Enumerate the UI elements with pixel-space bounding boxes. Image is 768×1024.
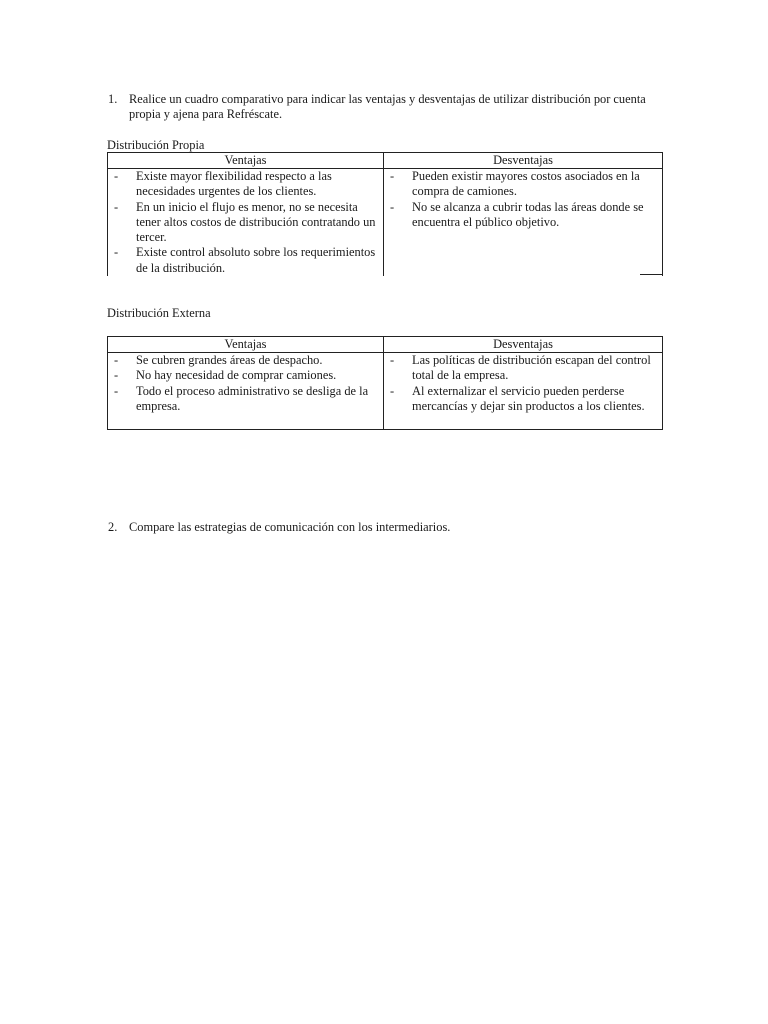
item-text: Al externalizar el servicio pueden perderse mercancías y dejar sin productos a los clientes.	[412, 383, 645, 413]
table-header-row	[108, 153, 663, 169]
item-text: No se alcanza a cubrir todas las áreas donde se encuentra el público objetivo.	[412, 199, 644, 229]
ventajas-cell	[108, 169, 384, 277]
header-ventajas: Ventajas	[108, 337, 384, 353]
question-number: 1.	[108, 92, 118, 106]
bullet-dash: -	[390, 169, 395, 183]
list-item	[108, 368, 383, 383]
bullet-dash: -	[114, 245, 119, 260]
item-text: Existe mayor flexibilidad respecto a las necesidades urgentes de los clientes.	[136, 169, 332, 199]
ventajas-list	[108, 169, 383, 276]
list-item	[108, 353, 383, 368]
question-number: 2.	[108, 520, 118, 534]
list-item	[384, 353, 662, 384]
header-desventajas: Desventajas	[384, 153, 663, 169]
item-text: Existe control absoluto sobre los requerimientos de la distribución.	[136, 245, 376, 275]
question-2	[108, 520, 648, 535]
ventajas-list	[108, 353, 383, 414]
table-header-row	[108, 337, 663, 353]
table-propia	[107, 152, 663, 276]
header-desventajas: Desventajas	[384, 337, 663, 353]
list-item	[108, 245, 383, 276]
item-text: En un inicio el flujo es menor, no se necesita tener altos costos de distribución contratando un tercer.	[136, 199, 376, 245]
item-text: Las políticas de distribución escapan del control total de la empresa.	[412, 353, 651, 383]
table-bottom-border-fragment	[640, 274, 662, 275]
desventajas-list	[384, 353, 662, 414]
bullet-dash: -	[114, 368, 119, 383]
bullet-dash: -	[114, 169, 119, 183]
desventajas-cell	[384, 353, 663, 430]
desventajas-list	[384, 169, 662, 230]
table-row	[108, 353, 663, 430]
list-item	[384, 200, 662, 231]
list-item	[108, 169, 383, 200]
item-text: Se cubren grandes áreas de despacho.	[136, 353, 323, 367]
list-item	[108, 200, 383, 246]
bullet-dash: -	[390, 353, 395, 367]
section-title-propia: Distribución Propia	[107, 138, 205, 152]
table-row	[108, 169, 663, 277]
list-item	[384, 384, 662, 415]
bullet-dash: -	[114, 199, 119, 214]
desventajas-cell	[384, 169, 663, 277]
bullet-dash: -	[390, 199, 395, 214]
question-text: Compare las estrategias de comunicación con los intermediarios.	[129, 520, 451, 534]
bullet-dash: -	[390, 383, 395, 398]
item-text: No hay necesidad de comprar camiones.	[136, 368, 337, 383]
question-text: Realice un cuadro comparativo para indicar las ventajas y desventajas de utilizar distribución por cuenta propia y ajena para Refréscate.	[129, 92, 646, 122]
bullet-dash: -	[114, 353, 119, 367]
ventajas-cell	[108, 353, 384, 430]
list-item	[108, 384, 383, 415]
header-ventajas: Ventajas	[108, 153, 384, 169]
table-externa	[107, 336, 663, 430]
section-title-externa: Distribución Externa	[107, 306, 211, 320]
item-text: Todo el proceso administrativo se desliga de la empresa.	[136, 383, 369, 413]
item-text: Pueden existir mayores costos asociados en la compra de camiones.	[412, 169, 640, 199]
question-1	[108, 92, 648, 123]
bullet-dash: -	[114, 383, 119, 398]
list-item	[384, 169, 662, 200]
